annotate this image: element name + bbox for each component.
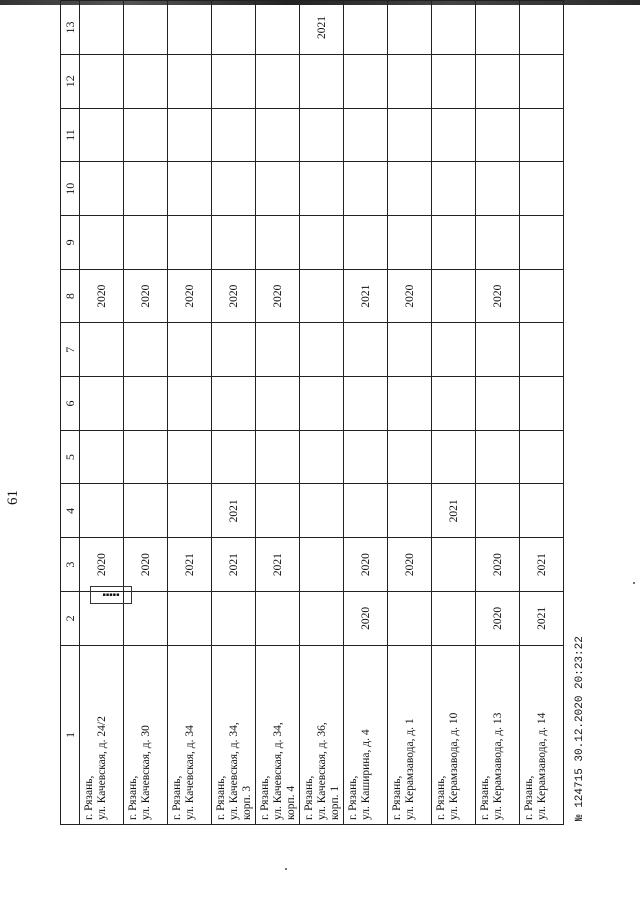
- year-cell: 2020: [388, 269, 432, 323]
- table-row: [168, 1, 212, 825]
- year-cell: [520, 484, 564, 538]
- year-cell: [300, 538, 344, 592]
- address-line: ул. Керамзавода, д. 1: [404, 718, 416, 820]
- year-cell: [520, 108, 564, 162]
- seal-logo: ▪▪▪▪▪: [90, 586, 132, 604]
- year-cell: [432, 323, 476, 377]
- page-number: 61: [5, 490, 21, 505]
- year-cell: [432, 1, 476, 55]
- year-cell: [168, 108, 212, 162]
- year-cell: [388, 592, 432, 646]
- year-cell: [344, 1, 388, 55]
- year-cell: 2021: [520, 592, 564, 646]
- header-row: [61, 1, 80, 825]
- year-cell: 2020: [344, 538, 388, 592]
- year-cell: [212, 1, 256, 55]
- address-line: ул. Качевская, д. 36,: [316, 722, 328, 820]
- year-cell: [388, 1, 432, 55]
- column-header: 11: [61, 108, 80, 162]
- year-cell: [300, 430, 344, 484]
- year-cell: [344, 108, 388, 162]
- table-row: [256, 1, 300, 825]
- year-cell: [80, 377, 124, 431]
- year-cell: [388, 54, 432, 108]
- year-cell: [344, 216, 388, 270]
- year-cell: [256, 162, 300, 216]
- year-cell: [80, 108, 124, 162]
- address-line: г. Рязань,: [171, 775, 183, 820]
- address-cell: [476, 645, 520, 824]
- year-cell: [80, 162, 124, 216]
- address-cell: [388, 645, 432, 824]
- year-cell: [344, 162, 388, 216]
- table-row: [300, 1, 344, 825]
- address-line: ул. Керамзавода, д. 10: [448, 712, 460, 820]
- year-cell: [256, 216, 300, 270]
- year-cell: [212, 108, 256, 162]
- year-cell: [256, 108, 300, 162]
- year-cell: [476, 108, 520, 162]
- registration-stamp: № 124715 30.12.2020 20:23:22: [574, 636, 586, 821]
- year-cell: [432, 592, 476, 646]
- year-cell: [256, 1, 300, 55]
- year-cell: [300, 216, 344, 270]
- address-cell: [80, 645, 124, 824]
- year-cell: [168, 162, 212, 216]
- address-line: г. Рязань,: [215, 775, 227, 820]
- year-cell: [520, 1, 564, 55]
- address-line: ул. Качевская, д. 34,: [272, 722, 284, 820]
- year-cell: [212, 323, 256, 377]
- year-cell: [168, 377, 212, 431]
- column-header: 2: [61, 592, 80, 646]
- year-cell: 2021: [432, 484, 476, 538]
- address-line: ул. Качевская, д. 34: [184, 725, 196, 820]
- year-cell: [300, 484, 344, 538]
- address-cell: [256, 645, 300, 824]
- year-cell: [212, 162, 256, 216]
- year-cell: [388, 484, 432, 538]
- year-cell: [168, 1, 212, 55]
- year-cell: [520, 430, 564, 484]
- year-cell: [212, 54, 256, 108]
- year-cell: [212, 216, 256, 270]
- year-cell: [124, 162, 168, 216]
- address-line: г. Рязань,: [347, 775, 359, 820]
- address-line: г. Рязань,: [479, 775, 491, 820]
- year-cell: [388, 162, 432, 216]
- year-cell: [168, 323, 212, 377]
- year-cell: [124, 1, 168, 55]
- year-cell: [476, 484, 520, 538]
- address-line: г. Рязань,: [391, 775, 403, 820]
- table-row: [344, 1, 388, 825]
- year-cell: [80, 323, 124, 377]
- column-header: 1: [61, 645, 80, 824]
- year-cell: [168, 484, 212, 538]
- address-line: корп. 1: [329, 785, 341, 820]
- year-cell: 2020: [124, 269, 168, 323]
- table-row: [476, 1, 520, 825]
- scan-dot: [633, 582, 635, 584]
- year-cell: [124, 54, 168, 108]
- year-cell: [432, 54, 476, 108]
- address-cell: [432, 645, 476, 824]
- year-cell: 2020: [168, 269, 212, 323]
- year-cell: [344, 54, 388, 108]
- year-cell: 2021: [344, 269, 388, 323]
- column-header: 4: [61, 484, 80, 538]
- year-cell: [256, 484, 300, 538]
- column-header: 8: [61, 269, 80, 323]
- year-cell: [344, 430, 388, 484]
- address-line: ул. Керамзавода, д. 13: [492, 712, 504, 820]
- address-line: ул. Качевская, д. 34,: [228, 722, 240, 820]
- year-cell: [256, 54, 300, 108]
- year-cell: [432, 216, 476, 270]
- year-cell: [80, 430, 124, 484]
- address-cell: [520, 645, 564, 824]
- table-row: [520, 1, 564, 825]
- column-header: 5: [61, 430, 80, 484]
- column-header: 12: [61, 54, 80, 108]
- address-cell: [344, 645, 388, 824]
- year-cell: [388, 377, 432, 431]
- address-line: корп. 4: [285, 785, 297, 820]
- table-row: [124, 1, 168, 825]
- year-cell: [388, 108, 432, 162]
- scan-dot: [285, 868, 287, 870]
- year-cell: [212, 377, 256, 431]
- address-cell: [300, 645, 344, 824]
- year-cell: [520, 216, 564, 270]
- address-line: корп. 3: [241, 785, 253, 820]
- address-line: г. Рязань,: [303, 775, 315, 820]
- year-cell: [344, 484, 388, 538]
- column-header: 13: [61, 1, 80, 55]
- address-line: ул. Керамзавода, д. 14: [536, 712, 548, 820]
- year-cell: [300, 162, 344, 216]
- year-cell: [432, 377, 476, 431]
- year-cell: [256, 323, 300, 377]
- year-cell: [388, 216, 432, 270]
- year-cell: 2020: [476, 592, 520, 646]
- address-line: г. Рязань,: [83, 775, 95, 820]
- address-cell: [212, 645, 256, 824]
- year-cell: [388, 430, 432, 484]
- year-cell: [168, 54, 212, 108]
- column-header: 3: [61, 538, 80, 592]
- table-body: [80, 1, 564, 825]
- year-cell: 2020: [388, 538, 432, 592]
- column-header: 9: [61, 216, 80, 270]
- year-cell: [124, 377, 168, 431]
- year-cell: 2021: [212, 484, 256, 538]
- year-cell: 2021: [300, 1, 344, 55]
- year-cell: 2020: [344, 592, 388, 646]
- year-cell: [256, 430, 300, 484]
- year-cell: [476, 1, 520, 55]
- year-cell: [300, 377, 344, 431]
- year-cell: 2020: [476, 269, 520, 323]
- year-cell: 2021: [520, 538, 564, 592]
- year-cell: [476, 216, 520, 270]
- year-cell: [80, 216, 124, 270]
- schedule-table: [60, 0, 564, 825]
- year-cell: 2020: [80, 269, 124, 323]
- year-cell: [388, 323, 432, 377]
- address-line: ул. Каширина, д. 4: [360, 729, 372, 820]
- year-cell: [80, 1, 124, 55]
- table-row: [212, 1, 256, 825]
- year-cell: [168, 592, 212, 646]
- year-cell: [476, 430, 520, 484]
- year-cell: [256, 377, 300, 431]
- year-cell: 2020: [476, 538, 520, 592]
- address-line: ул. Качевская, д. 24/2: [96, 716, 108, 820]
- year-cell: [212, 430, 256, 484]
- year-cell: 2020: [124, 538, 168, 592]
- year-cell: [124, 216, 168, 270]
- year-cell: [432, 430, 476, 484]
- year-cell: [124, 108, 168, 162]
- year-cell: [124, 323, 168, 377]
- year-cell: [300, 54, 344, 108]
- column-header: 6: [61, 377, 80, 431]
- year-cell: [124, 484, 168, 538]
- year-cell: 2020: [212, 269, 256, 323]
- year-cell: [476, 162, 520, 216]
- year-cell: 2020: [80, 538, 124, 592]
- year-cell: [256, 592, 300, 646]
- address-line: ул. Качевская, д. 30: [140, 725, 152, 820]
- year-cell: 2020: [256, 269, 300, 323]
- address-cell: [124, 645, 168, 824]
- year-cell: [476, 323, 520, 377]
- year-cell: [344, 323, 388, 377]
- year-cell: [432, 538, 476, 592]
- address-line: г. Рязань,: [127, 775, 139, 820]
- year-cell: [432, 108, 476, 162]
- year-cell: [476, 377, 520, 431]
- table-row: [80, 1, 124, 825]
- year-cell: 2021: [212, 538, 256, 592]
- year-cell: [300, 323, 344, 377]
- address-line: г. Рязань,: [259, 775, 271, 820]
- year-cell: [520, 323, 564, 377]
- year-cell: [124, 430, 168, 484]
- address-cell: [168, 645, 212, 824]
- year-cell: [168, 430, 212, 484]
- year-cell: [344, 377, 388, 431]
- table-row: [388, 1, 432, 825]
- table-row: [432, 1, 476, 825]
- year-cell: 2021: [256, 538, 300, 592]
- year-cell: [300, 592, 344, 646]
- year-cell: [212, 592, 256, 646]
- year-cell: [80, 54, 124, 108]
- address-line: г. Рязань,: [523, 775, 535, 820]
- column-header: 10: [61, 162, 80, 216]
- year-cell: [300, 269, 344, 323]
- year-cell: [476, 54, 520, 108]
- column-header: 7: [61, 323, 80, 377]
- year-cell: [168, 216, 212, 270]
- year-cell: [520, 269, 564, 323]
- address-line: г. Рязань,: [435, 775, 447, 820]
- year-cell: [80, 484, 124, 538]
- year-cell: [520, 162, 564, 216]
- year-cell: [432, 269, 476, 323]
- year-cell: [432, 162, 476, 216]
- year-cell: 2021: [168, 538, 212, 592]
- year-cell: [300, 108, 344, 162]
- year-cell: [520, 377, 564, 431]
- year-cell: [520, 54, 564, 108]
